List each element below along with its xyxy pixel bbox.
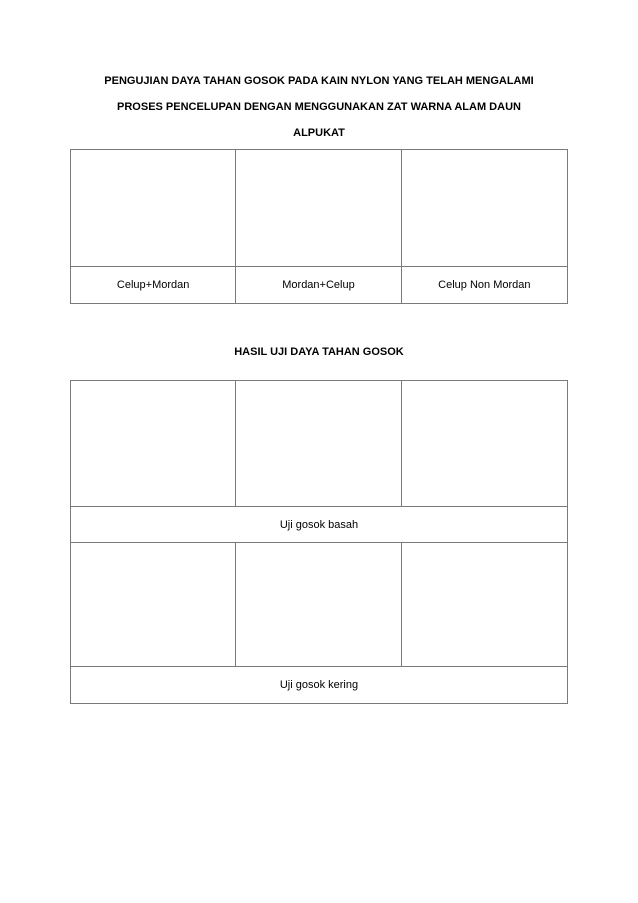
sample-table [70, 149, 568, 304]
image-cell-mordan-celup [236, 150, 401, 267]
title-line-2: PROSES PENCELUPAN DENGAN MENGGUNAKAN ZAT WARNA ALAM DAUN [117, 101, 521, 113]
dry-image-row [71, 543, 568, 667]
results-heading: HASIL UJI DAYA TAHAN GOSOK [234, 346, 404, 358]
dry-image-cell-2 [236, 543, 401, 667]
label-uji-gosok-basah: Uji gosok basah [71, 507, 568, 543]
image-cell-celup-non-mordan [401, 150, 567, 267]
label-uji-gosok-kering: Uji gosok kering [71, 667, 568, 704]
label-celup-non-mordan: Celup Non Mordan [401, 267, 567, 304]
document-title [70, 68, 568, 146]
title-line-3: ALPUKAT [293, 127, 345, 139]
sample-image-row [71, 150, 568, 267]
results-table [70, 380, 568, 704]
label-celup-mordan: Celup+Mordan [71, 267, 236, 304]
title-line-1: PENGUJIAN DAYA TAHAN GOSOK PADA KAIN NYLON YANG TELAH MENGALAMI [104, 75, 534, 87]
wet-image-cell-2 [236, 381, 401, 507]
wet-image-cell-3 [401, 381, 567, 507]
dry-image-cell-3 [401, 543, 567, 667]
image-cell-celup-mordan [71, 150, 236, 267]
sample-label-row [71, 267, 568, 304]
wet-image-row [71, 381, 568, 507]
dry-label-row [71, 667, 568, 704]
label-mordan-celup: Mordan+Celup [236, 267, 401, 304]
wet-image-cell-1 [71, 381, 236, 507]
dry-image-cell-1 [71, 543, 236, 667]
wet-label-row [71, 507, 568, 543]
